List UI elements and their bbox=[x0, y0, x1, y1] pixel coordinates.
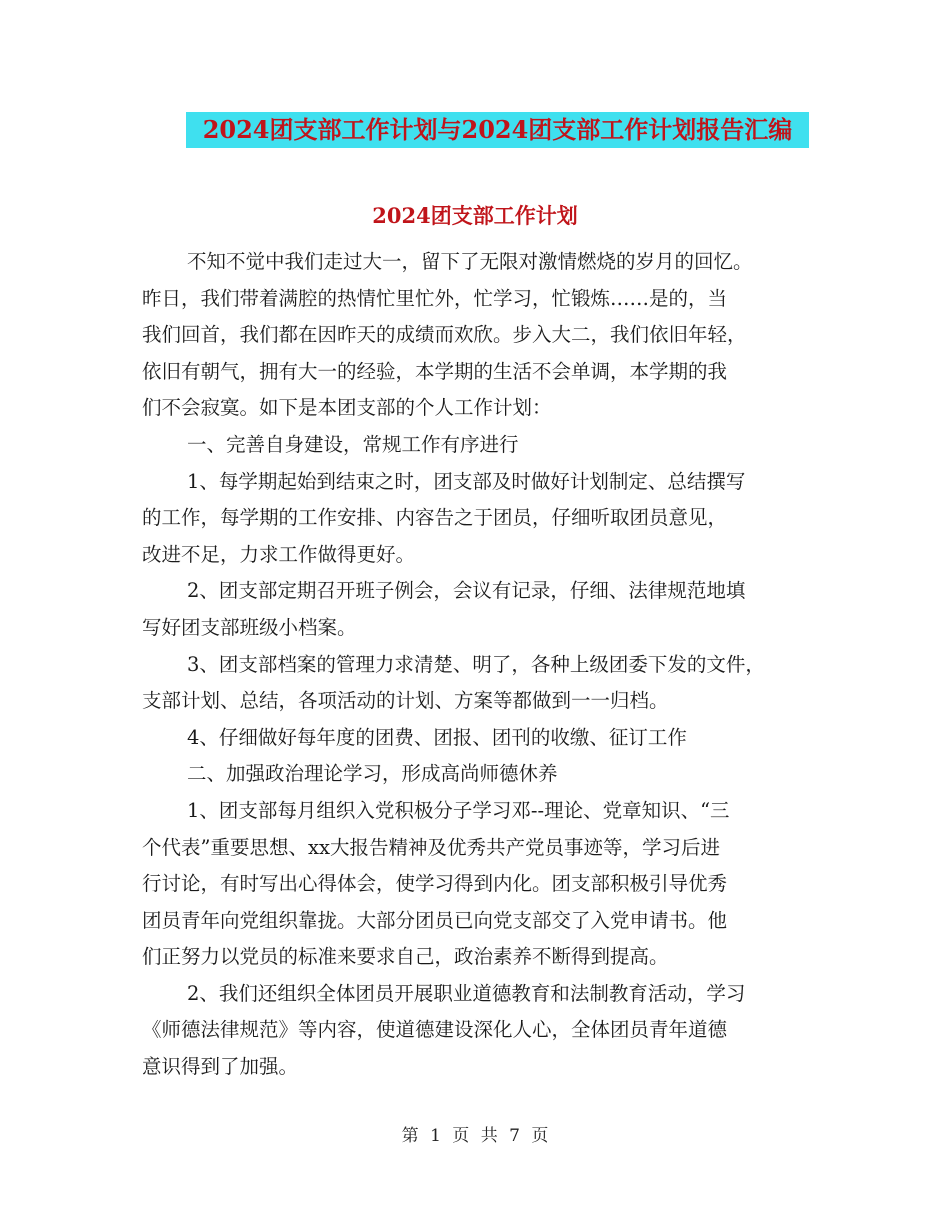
paragraph-line: 写好团支部班级小档案。 bbox=[142, 615, 357, 639]
paragraph-line: 个代表”重要思想、xx大报告精神及优秀共产党员事迹等，学习后进 bbox=[142, 835, 720, 859]
document-body bbox=[142, 244, 820, 1086]
paragraph-line: 2、团支部定期召开班子例会，会议有记录，仔细、法律规范地填 bbox=[187, 579, 746, 603]
heading-line: 二、加强政治理论学习，形成高尚师德休养 bbox=[187, 762, 558, 786]
paragraph-line: 《师德法律规范》等内容，使道德建设深化人心，全体团员青年道德 bbox=[142, 1018, 728, 1042]
paragraph-line: 依旧有朝气，拥有大一的经验，本学期的生活不会单调，本学期的我 bbox=[142, 359, 728, 383]
document-title: 2024团支部工作计划与2024团支部工作计划报告汇编 bbox=[186, 112, 809, 148]
paragraph-line: 们不会寂寞。如下是本团支部的个人工作计划： bbox=[142, 396, 552, 420]
page-number-footer: 第 1 页 共 7 页 bbox=[401, 1126, 549, 1146]
heading-line: 一、完善自身建设，常规工作有序进行 bbox=[187, 432, 519, 456]
paragraph-line: 4、仔细做好每年度的团费、团报、团刊的收缴、征订工作 bbox=[187, 725, 687, 749]
paragraph-line: 昨日，我们带着满腔的热情忙里忙外，忙学习，忙锻炼……是的，当 bbox=[142, 286, 728, 310]
paragraph-line: 们正努力以党员的标准来要求自己，政治素养不断得到提高。 bbox=[142, 945, 669, 969]
paragraph-line: 支部计划、总结，各项活动的计划、方案等都做到一一归档。 bbox=[142, 689, 669, 713]
paragraph-line: 3、团支部档案的管理力求清楚、明了，各种上级团委下发的文件， bbox=[187, 652, 765, 676]
paragraph-line: 改进不足，力求工作做得更好。 bbox=[142, 542, 416, 566]
paragraph-line: 2、我们还组织全体团员开展职业道德教育和法制教育活动，学习 bbox=[187, 981, 746, 1005]
paragraph-line: 不知不觉中我们走过大一，留下了无限对激情燃烧的岁月的回忆。 bbox=[187, 250, 753, 273]
paragraph-line: 行讨论，有时写出心得体会，使学习得到内化。团支部积极引导优秀 bbox=[142, 872, 728, 896]
paragraph-line: 的工作，每学期的工作安排、内容告之于团员，仔细听取团员意见， bbox=[142, 506, 728, 530]
paragraph-line: 我们回首，我们都在因昨天的成绩而欢欣。步入大二，我们依旧年轻， bbox=[142, 323, 747, 347]
paragraph-line: 意识得到了加强。 bbox=[142, 1055, 299, 1079]
section-title: 2024团支部工作计划 bbox=[372, 203, 578, 228]
paragraph-line: 1、团支部每月组织入党积极分子学习邓--理论、党章知识、“三 bbox=[187, 798, 730, 822]
paragraph-line: 1、每学期起始到结束之时，团支部及时做好计划制定、总结撰写 bbox=[187, 469, 746, 493]
paragraph-line: 团员青年向党组织靠拢。大部分团员已向党支部交了入党申请书。他 bbox=[142, 908, 728, 932]
